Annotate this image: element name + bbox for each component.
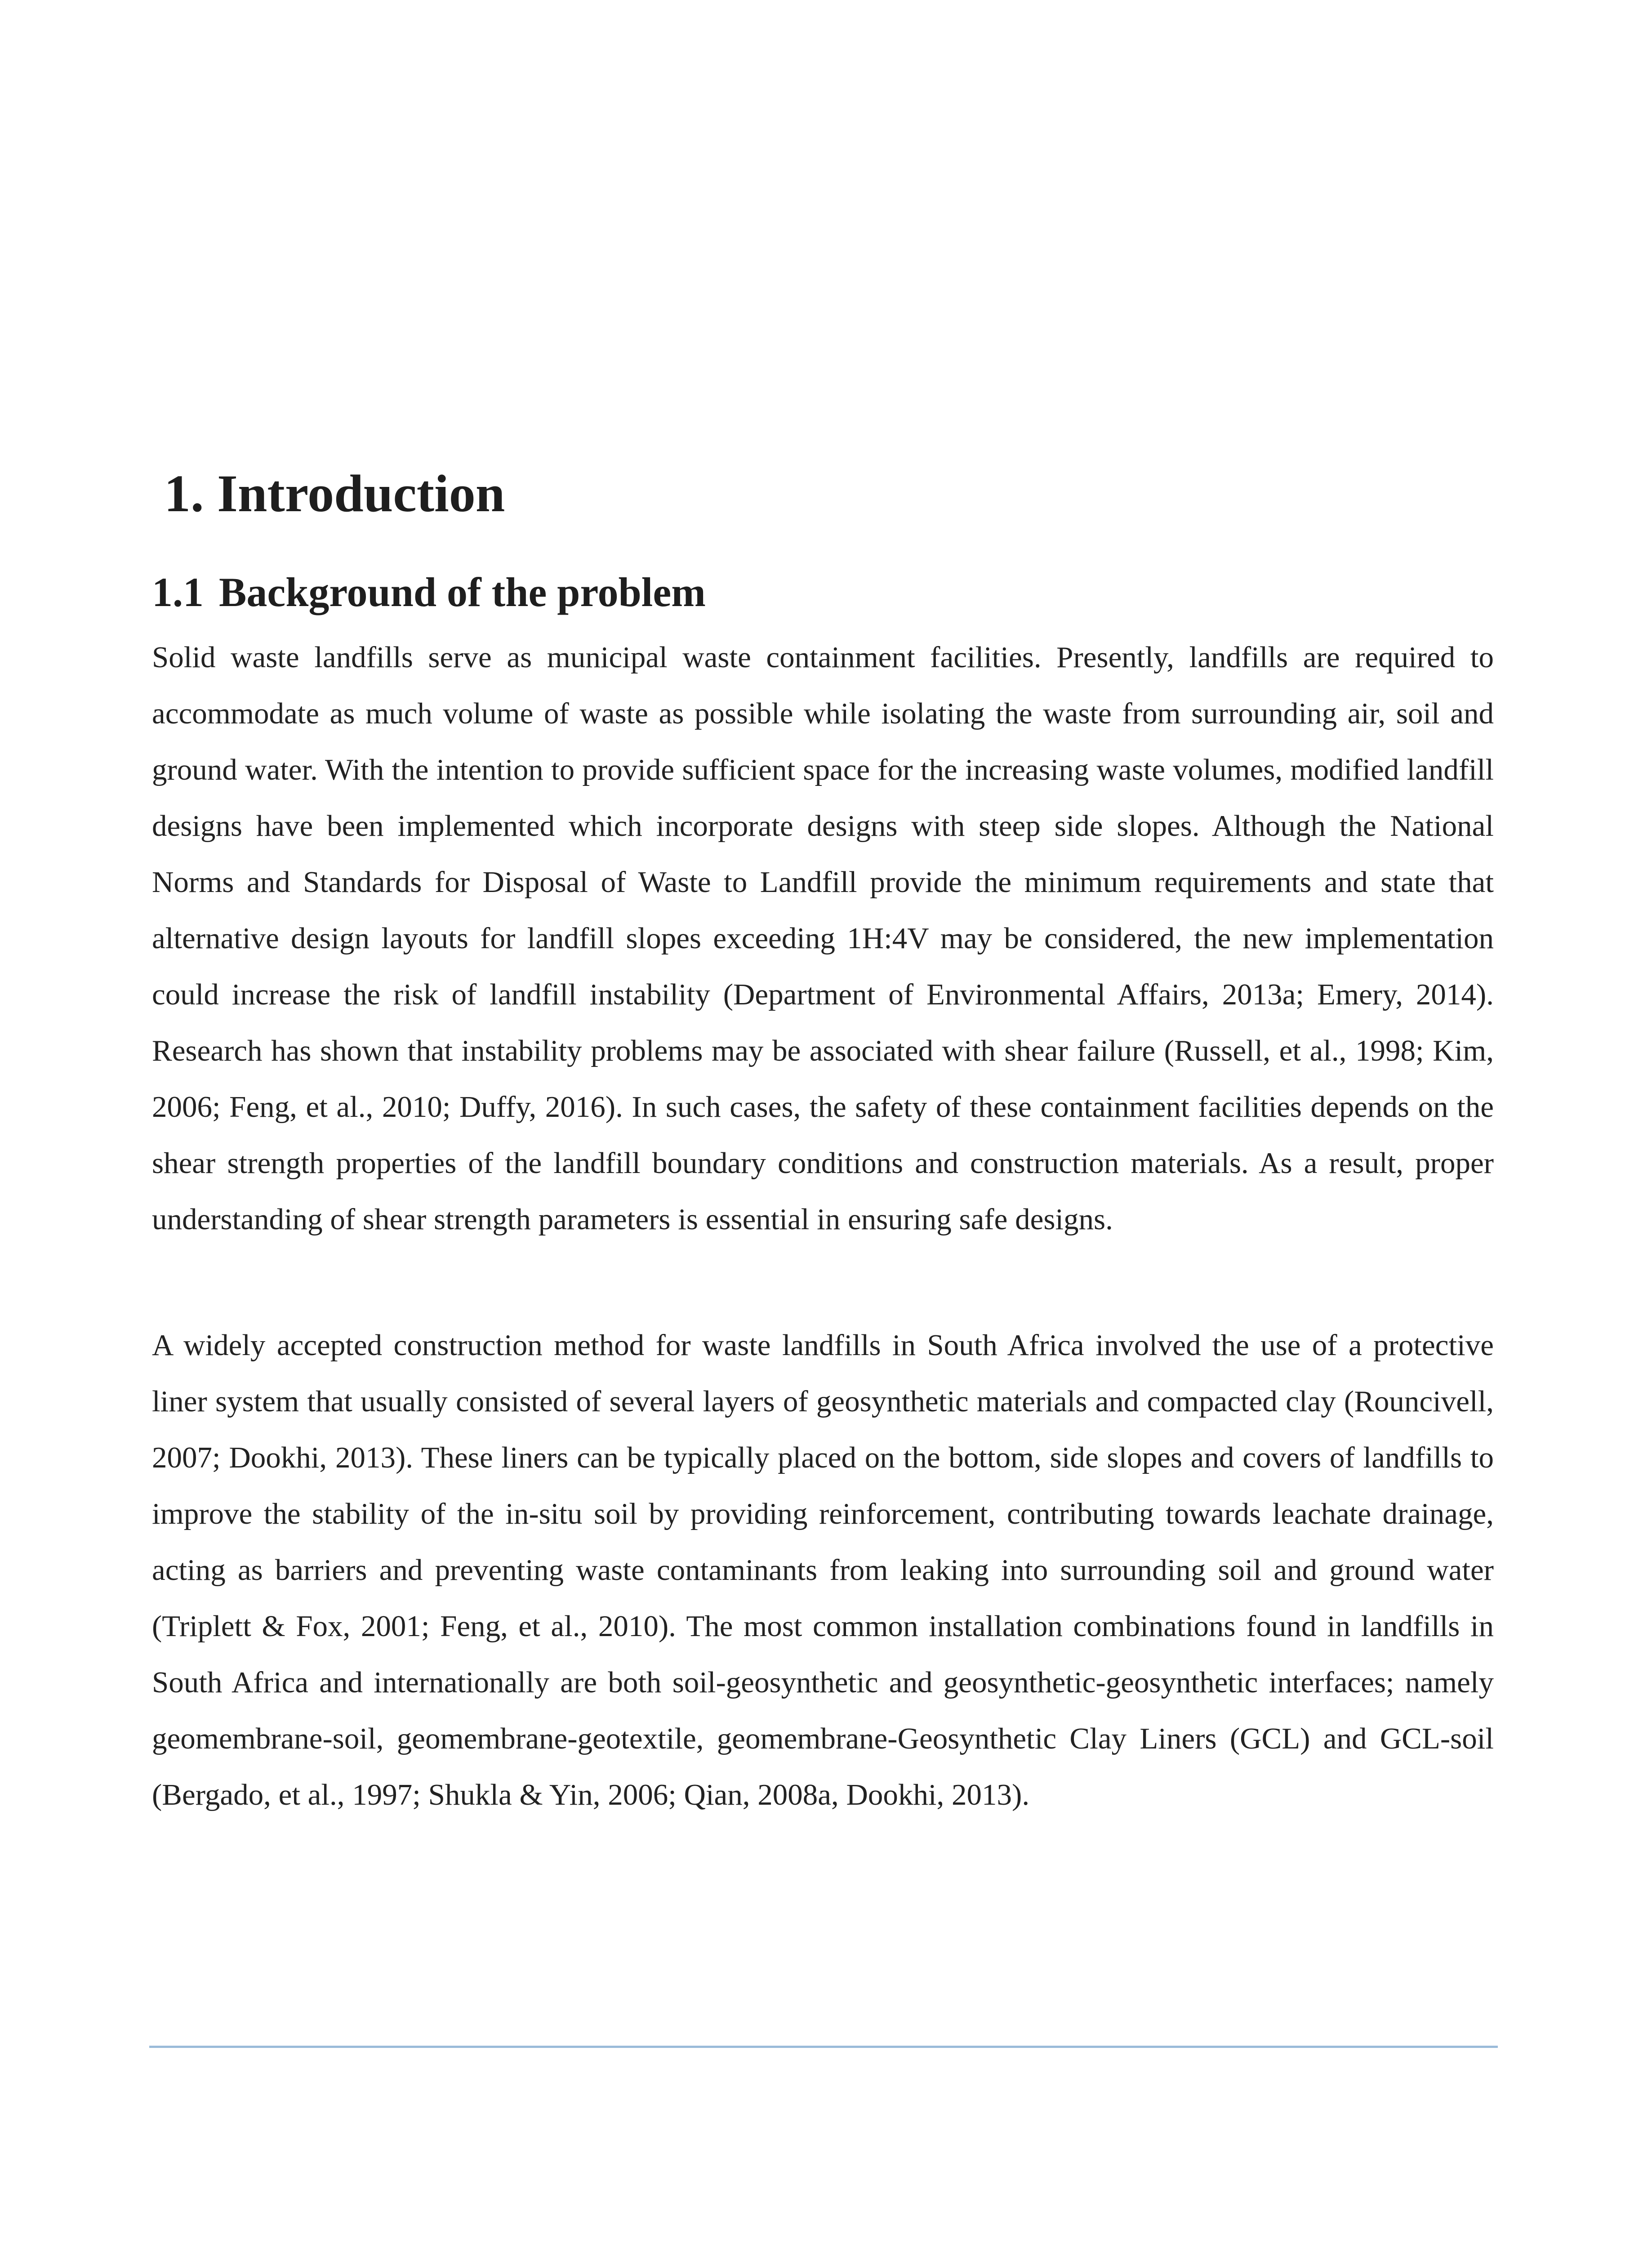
body-paragraph-2: A widely accepted construction method for waste landfills in South Africa involved the use of a protective liner system that usually consisted of several layers of geosynthetic materials and compacted clay (Rouncivell, 2007; Dookhi, 2013). These liners can be typically placed on the bottom, side slopes and covers of landfills to improve the stability of the in-situ soil by providing reinforcement, contributing towards leachate drainage, acting as barriers and preventing waste contaminants from leaking into surrounding soil and ground water (Triplett & Fox, 2001; Feng, et al., 2010). The most common installation combinations found in landfills in South Africa and internationally are both soil-geosynthetic and geosynthetic-geosynthetic interfaces; namely geomembrane-soil, geomembrane-geotextile, geomembrane-Geosynthetic Clay Liners (GCL) and GCL-soil (Bergado, et al., 1997; Shukla & Yin, 2006; Qian, 2008a, Dookhi, 2013). (152, 1329, 1494, 1811)
section-heading (152, 569, 706, 616)
section-number: 1.1 (152, 569, 204, 615)
footer-divider (149, 2046, 1498, 2048)
section-title: Background of the problem (219, 569, 706, 615)
chapter-title: 1. Introduction (164, 464, 505, 523)
body-paragraph-1: Solid waste landfills serve as municipal waste containment facilities. Presently, landfills are required to accommodate as much volume of waste as possible while isolating the waste from surrounding air, soil and ground water. With the intention to provide sufficient space for the increasing waste volumes, modified landfill designs have been implemented which incorporate designs with steep side slopes. Although the National Norms and Standards for Disposal of Waste to Landfill provide the minimum requirements and state that alternative design layouts for landfill slopes exceeding 1H:4V may be considered, the new implementation could increase the risk of landfill instability (Department of Environmental Affairs, 2013a; Emery, 2014). Research has shown that instability problems may be associated with shear failure (Russell, et al., 1998; Kim, 2006; Feng, et al., 2010; Duffy, 2016). In such cases, the safety of these containment facilities depends on the shear strength properties of the landfill boundary conditions and construction materials. As a result, proper understanding of shear strength parameters is essential in ensuring safe designs. (152, 641, 1494, 1236)
